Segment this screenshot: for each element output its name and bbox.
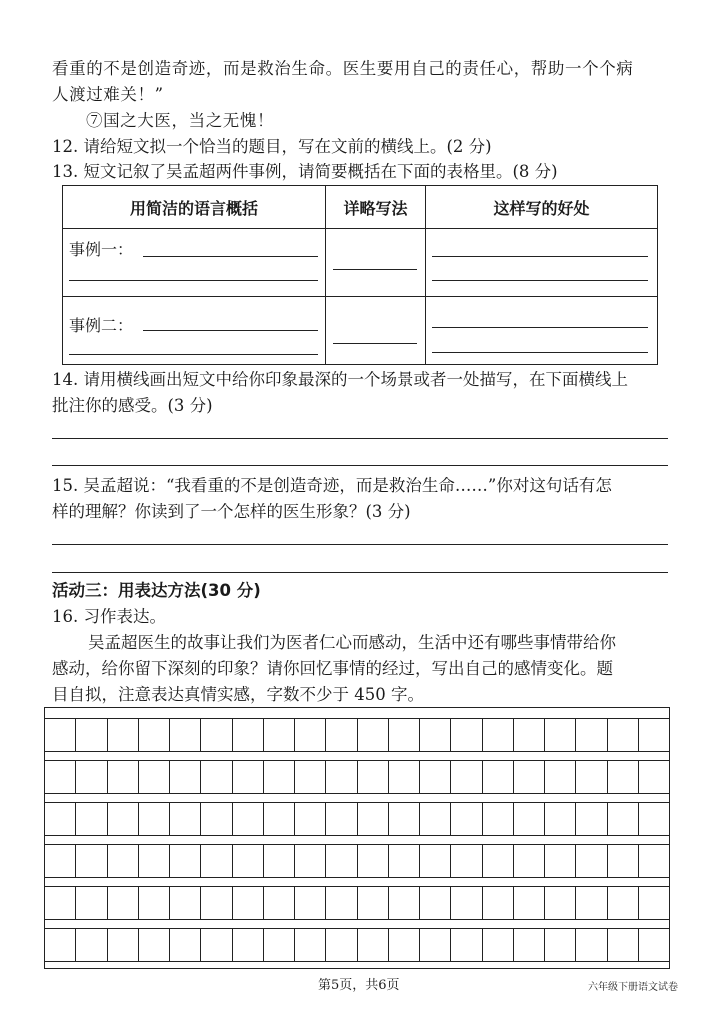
exam-tag: 六年级下册语文试卷 (588, 982, 678, 993)
question-15: 15. 吴孟超说：“我看重的不是创造奇迹，而是救治生命……”你对这句话有怎 (52, 476, 612, 495)
answer-line[interactable] (52, 572, 668, 573)
question-16: 16. 习作表达。 (52, 607, 166, 626)
grid-cell[interactable] (607, 803, 638, 835)
grid-cell[interactable] (169, 887, 200, 919)
grid-cell[interactable] (575, 761, 606, 793)
grid-cell[interactable] (575, 887, 606, 919)
grid-cell[interactable] (575, 929, 606, 961)
example-table (62, 185, 658, 365)
grid-cell[interactable] (513, 845, 544, 877)
grid-cell[interactable] (419, 719, 450, 751)
grid-cell[interactable] (45, 803, 75, 835)
grid-cell[interactable] (575, 803, 606, 835)
benefit-cell[interactable] (426, 297, 658, 365)
grid-cell[interactable] (513, 719, 544, 751)
grid-cell[interactable] (638, 803, 669, 835)
table-header: 详略写法 (326, 186, 426, 229)
grid-cell[interactable] (357, 803, 388, 835)
grid-cell[interactable] (482, 761, 513, 793)
grid-cell[interactable] (482, 803, 513, 835)
grid-cell[interactable] (482, 719, 513, 751)
answer-line (432, 256, 648, 257)
grid-cell[interactable] (232, 845, 263, 877)
grid-cell[interactable] (388, 719, 419, 751)
answer-line (333, 269, 417, 270)
grid-cell[interactable] (138, 845, 169, 877)
grid-cell[interactable] (75, 719, 106, 751)
grid-cell[interactable] (638, 845, 669, 877)
grid-cell[interactable] (200, 803, 231, 835)
table-header: 用简洁的语言概括 (63, 186, 326, 229)
grid-cell[interactable] (419, 887, 450, 919)
detail-cell[interactable] (326, 229, 426, 297)
grid-cell[interactable] (450, 803, 481, 835)
grid-cell[interactable] (263, 887, 294, 919)
grid-cell[interactable] (200, 887, 231, 919)
grid-cell[interactable] (357, 845, 388, 877)
prompt-line: 感动，给你留下深刻的印象？请你回忆事情的经过，写出自己的感情变化。题 (52, 659, 613, 678)
grid-cell[interactable] (75, 929, 106, 961)
grid-cell[interactable] (544, 761, 575, 793)
answer-line (143, 256, 318, 257)
grid-cell[interactable] (75, 887, 106, 919)
section-title: 活动三：用表达方法(30 分) (52, 581, 261, 600)
grid-cell[interactable] (75, 761, 106, 793)
grid-cell[interactable] (325, 803, 356, 835)
passage-line: ⑦国之大医，当之无愧！ (86, 111, 275, 130)
grid-cell[interactable] (75, 845, 106, 877)
grid-cell[interactable] (450, 761, 481, 793)
benefit-cell[interactable] (426, 229, 658, 297)
answer-line (69, 354, 318, 355)
grid-cell[interactable] (45, 761, 75, 793)
grid-cell[interactable] (607, 929, 638, 961)
answer-line[interactable] (52, 465, 668, 466)
grid-cell[interactable] (325, 845, 356, 877)
passage-line: 人渡过难关！” (52, 85, 164, 104)
grid-cell[interactable] (107, 761, 138, 793)
prompt-line: 目自拟，注意表达真情实感，字数不少于 450 字。 (52, 685, 424, 704)
grid-cell[interactable] (263, 803, 294, 835)
answer-line (69, 280, 318, 281)
grid-cell[interactable] (450, 845, 481, 877)
example-label: 事例一： (69, 240, 134, 259)
grid-cell[interactable] (419, 803, 450, 835)
grid-cell[interactable] (107, 803, 138, 835)
answer-line (143, 330, 318, 331)
grid-cell[interactable] (294, 803, 325, 835)
grid-cell[interactable] (200, 719, 231, 751)
grid-cell[interactable] (419, 761, 450, 793)
grid-cell[interactable] (388, 845, 419, 877)
grid-cell[interactable] (45, 929, 75, 961)
grid-cell[interactable] (638, 761, 669, 793)
grid-cell[interactable] (544, 887, 575, 919)
grid-cell[interactable] (388, 761, 419, 793)
grid-cell[interactable] (169, 929, 200, 961)
grid-cell[interactable] (357, 719, 388, 751)
grid-cell[interactable] (200, 929, 231, 961)
grid-cell[interactable] (607, 887, 638, 919)
question-13: 13. 短文记叙了吴孟超两件事例，请简要概括在下面的表格里。(8 分) (52, 162, 558, 181)
grid-cell[interactable] (107, 887, 138, 919)
grid-cell[interactable] (200, 761, 231, 793)
grid-cell[interactable] (232, 761, 263, 793)
grid-cell[interactable] (294, 845, 325, 877)
grid-cell[interactable] (575, 845, 606, 877)
grid-cell[interactable] (638, 929, 669, 961)
example-label: 事例二： (69, 316, 134, 335)
passage-line: 看重的不是创造奇迹，而是救治生命。医生要用自己的责任心，帮助一个个病 (52, 59, 634, 78)
table-header: 这样写的好处 (426, 186, 658, 229)
grid-cell[interactable] (388, 803, 419, 835)
answer-line (432, 327, 648, 328)
grid-cell[interactable] (544, 845, 575, 877)
grid-cell[interactable] (544, 803, 575, 835)
grid-cell[interactable] (294, 761, 325, 793)
grid-cell[interactable] (544, 719, 575, 751)
page-number: 第5页，共6页 (318, 978, 400, 993)
grid-cell[interactable] (419, 929, 450, 961)
grid-cell[interactable] (607, 719, 638, 751)
grid-cell[interactable] (607, 761, 638, 793)
grid-row (45, 928, 669, 962)
summary-cell[interactable] (63, 297, 326, 365)
grid-cell[interactable] (544, 929, 575, 961)
grid-cell[interactable] (607, 845, 638, 877)
grid-cell[interactable] (513, 761, 544, 793)
prompt-line: 吴孟超医生的故事让我们为医者仁心而感动，生活中还有哪些事情带给你 (88, 633, 616, 652)
grid-cell[interactable] (45, 845, 75, 877)
grid-cell[interactable] (75, 803, 106, 835)
grid-cell[interactable] (357, 761, 388, 793)
grid-cell[interactable] (232, 803, 263, 835)
grid-cell[interactable] (263, 845, 294, 877)
detail-cell[interactable] (326, 297, 426, 365)
grid-cell[interactable] (325, 761, 356, 793)
grid-cell[interactable] (232, 887, 263, 919)
question-15-cont: 样的理解？你读到了一个怎样的医生形象？(3 分) (52, 502, 411, 521)
question-14: 14. 请用横线画出短文中给你印象最深的一个场景或者一处描写，在下面横线上 (52, 370, 628, 389)
grid-row (45, 718, 669, 752)
grid-cell[interactable] (138, 803, 169, 835)
grid-cell[interactable] (138, 887, 169, 919)
grid-row (45, 802, 669, 836)
grid-cell[interactable] (294, 887, 325, 919)
grid-cell[interactable] (513, 929, 544, 961)
grid-cell[interactable] (232, 929, 263, 961)
grid-cell[interactable] (263, 929, 294, 961)
grid-cell[interactable] (45, 887, 75, 919)
answer-line (432, 352, 648, 353)
grid-cell[interactable] (388, 887, 419, 919)
grid-cell[interactable] (638, 719, 669, 751)
grid-cell[interactable] (325, 887, 356, 919)
grid-row (45, 844, 669, 878)
grid-cell[interactable] (638, 887, 669, 919)
grid-cell[interactable] (450, 719, 481, 751)
grid-cell[interactable] (294, 719, 325, 751)
grid-cell[interactable] (45, 719, 75, 751)
grid-row (45, 886, 669, 920)
grid-cell[interactable] (482, 845, 513, 877)
answer-line (432, 280, 648, 281)
table-row (63, 229, 658, 297)
grid-cell[interactable] (357, 929, 388, 961)
question-14-cont: 批注你的感受。(3 分) (52, 396, 213, 415)
grid-cell[interactable] (482, 929, 513, 961)
grid-cell[interactable] (138, 761, 169, 793)
grid-cell[interactable] (200, 845, 231, 877)
grid-cell[interactable] (419, 845, 450, 877)
summary-cell[interactable] (63, 229, 326, 297)
grid-cell[interactable] (107, 845, 138, 877)
grid-cell[interactable] (232, 719, 263, 751)
grid-cell[interactable] (107, 929, 138, 961)
grid-cell[interactable] (357, 887, 388, 919)
grid-cell[interactable] (482, 887, 513, 919)
grid-cell[interactable] (513, 803, 544, 835)
grid-cell[interactable] (138, 719, 169, 751)
grid-cell[interactable] (169, 761, 200, 793)
grid-cell[interactable] (388, 929, 419, 961)
table-row (63, 297, 658, 365)
grid-cell[interactable] (263, 761, 294, 793)
grid-cell[interactable] (169, 803, 200, 835)
grid-cell[interactable] (450, 929, 481, 961)
grid-cell[interactable] (325, 929, 356, 961)
grid-cell[interactable] (138, 929, 169, 961)
grid-cell[interactable] (263, 719, 294, 751)
answer-line[interactable] (52, 438, 668, 439)
grid-cell[interactable] (575, 719, 606, 751)
writing-grid[interactable] (44, 707, 670, 969)
grid-row (45, 760, 669, 794)
grid-cell[interactable] (169, 719, 200, 751)
grid-cell[interactable] (107, 719, 138, 751)
grid-cell[interactable] (294, 929, 325, 961)
answer-line (333, 343, 417, 344)
answer-line[interactable] (52, 544, 668, 545)
grid-cell[interactable] (325, 719, 356, 751)
grid-cell[interactable] (513, 887, 544, 919)
grid-cell[interactable] (450, 887, 481, 919)
grid-cell[interactable] (169, 845, 200, 877)
question-12: 12. 请给短文拟一个恰当的题目，写在文前的横线上。(2 分) (52, 137, 492, 156)
